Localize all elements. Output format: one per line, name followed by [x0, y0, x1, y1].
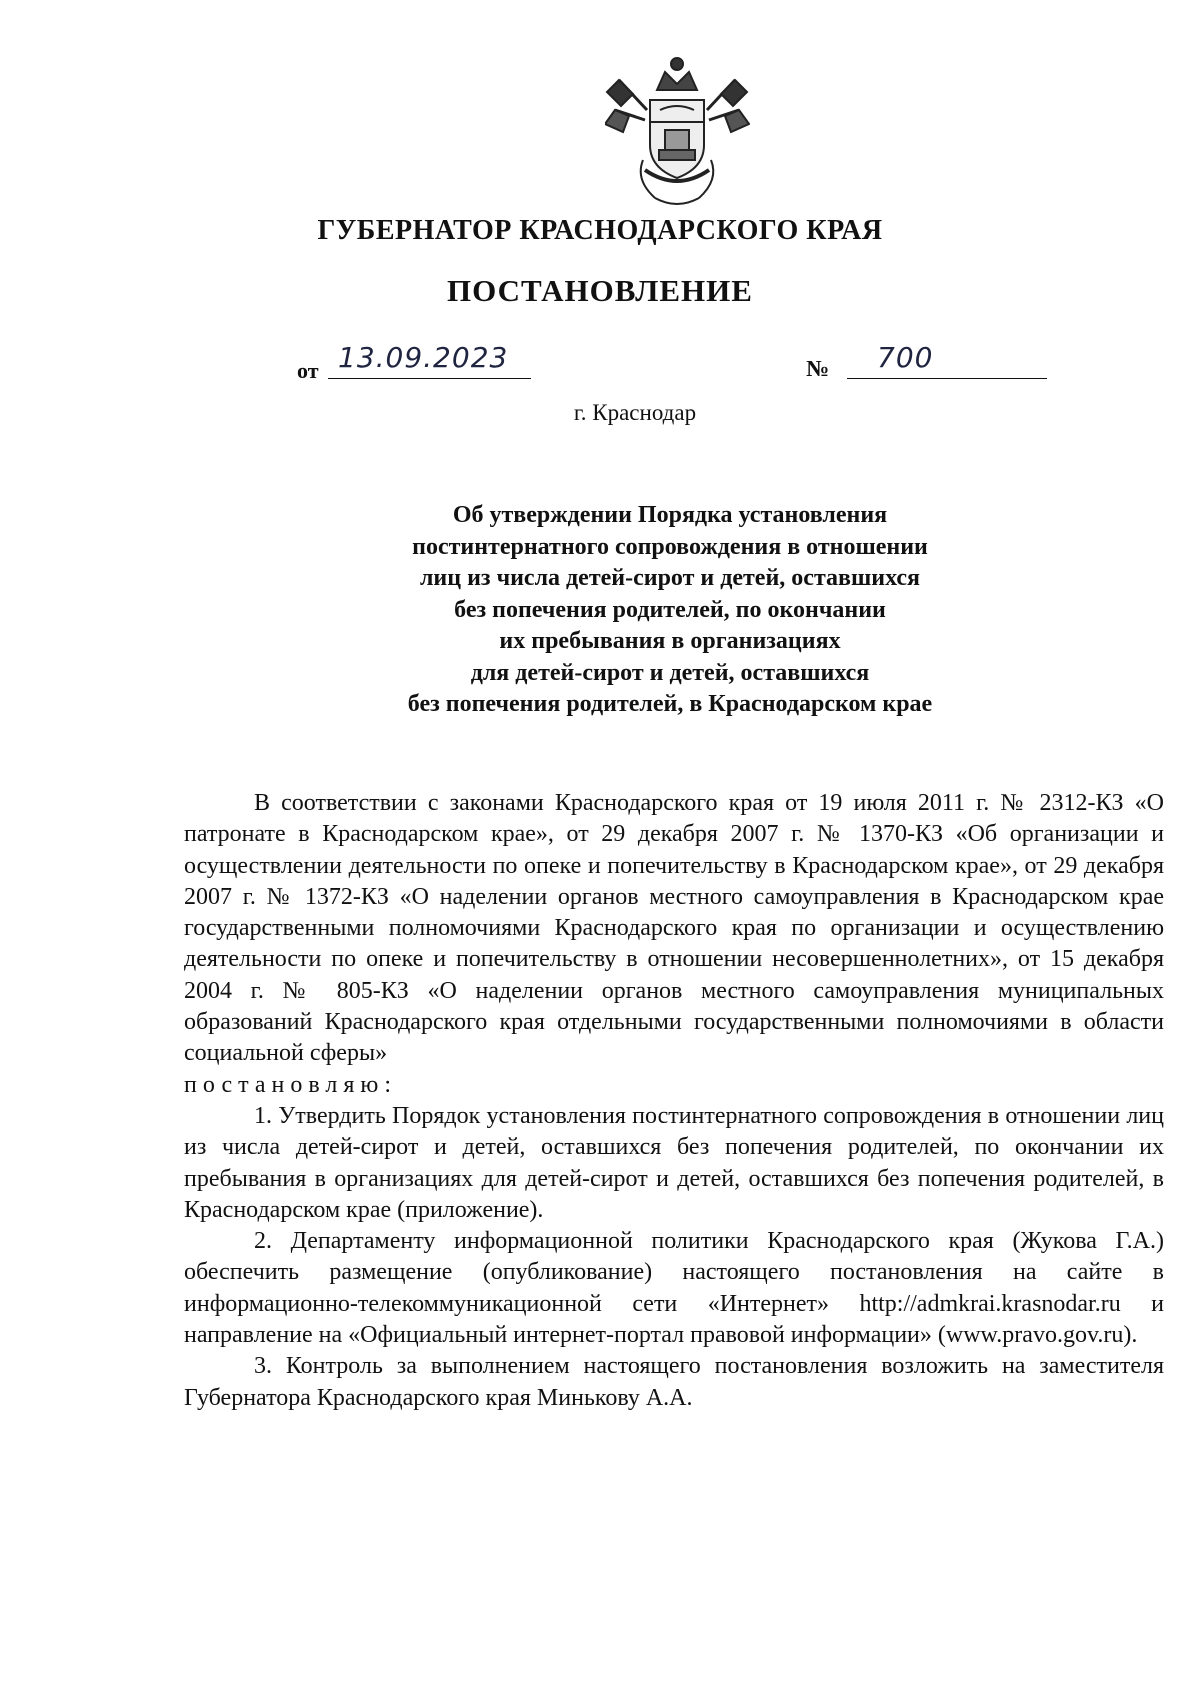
- title-line: лиц из числа детей-сирот и детей, оставшихся: [419, 565, 921, 591]
- item-1-paragraph: 1. Утвердить Порядок установления постинтернатного сопровождения в отношении лиц из числа детей-сирот и детей, оставшихся без попечения родителей, по окончании их пребывания в организациях для детей-сирот и детей, оставшихся без попечения родителей, в Краснодарском крае (приложение).: [184, 1102, 1164, 1223]
- decree-word: постановляю:: [184, 1071, 397, 1098]
- issuing-authority: ГУБЕРНАТОР КРАСНОДАРСКОГО КРАЯ: [317, 215, 883, 246]
- title-line: их пребывания в организациях: [499, 628, 841, 654]
- document-title: [300, 500, 1040, 721]
- title-line: без попечения родителей, по окончании: [454, 596, 886, 623]
- date-value: 13.09.2023: [338, 341, 509, 374]
- title-line: постинтернатного сопровождения в отношении: [412, 533, 928, 560]
- title-line: Об утверждении Порядка установления: [452, 502, 888, 528]
- krasnodar-krai-coat-of-arms-icon: [605, 50, 750, 210]
- date-label: от: [297, 358, 319, 383]
- number-field: [847, 338, 1047, 379]
- date-field: [328, 338, 531, 379]
- document-body: [184, 788, 1164, 1414]
- number-label: №: [806, 356, 830, 381]
- item-2-paragraph: 2. Департаменту информационной политики Краснодарского края (Жукова Г.А.) обеспечить размещение (опубликование) настоящего постановления на сайте в информационно-телекоммуникационной сети «Интернет» http://admkrai.krasnodar.ru и направление на «Официальный интернет-портал правовой информации» (www.pravo.gov.ru).: [184, 1228, 1164, 1349]
- title-line: без попечения родителей, в Краснодарском крае: [407, 691, 933, 717]
- item-3-paragraph: 3. Контроль за выполнением настоящего постановления возложить на заместителя Губернатора Краснодарского края Минькову А.А.: [184, 1353, 1164, 1411]
- number-value: 700: [877, 341, 934, 374]
- title-line: для детей-сирот и детей, оставшихся: [470, 659, 870, 686]
- document-type: ПОСТАНОВЛЕНИЕ: [447, 273, 753, 308]
- city: г. Краснодар: [573, 400, 697, 425]
- preamble-paragraph: В соответствии с законами Краснодарского края от 19 июля 2011 г. № 2312-КЗ «О патронате в Краснодарском крае», от 29 декабря 2007 г. № 1370-КЗ «Об организации и осуществлении деятельности по опеке и попечительству в Краснодарском крае», от 29 декабря 2007 г. № 1372-КЗ «О наделении органов местного самоуправления в Краснодарском крае государственными полномочиями Краснодарского края по организации и осуществлению деятельности по опеке и попечительству в отношении несовершеннолетних», от 15 декабря 2004 г. № 805-КЗ «О наделении органов местного самоуправления муниципальных образований Краснодарского края отдельными государственными полномочиями в области социальной сферы»: [184, 790, 1164, 1067]
